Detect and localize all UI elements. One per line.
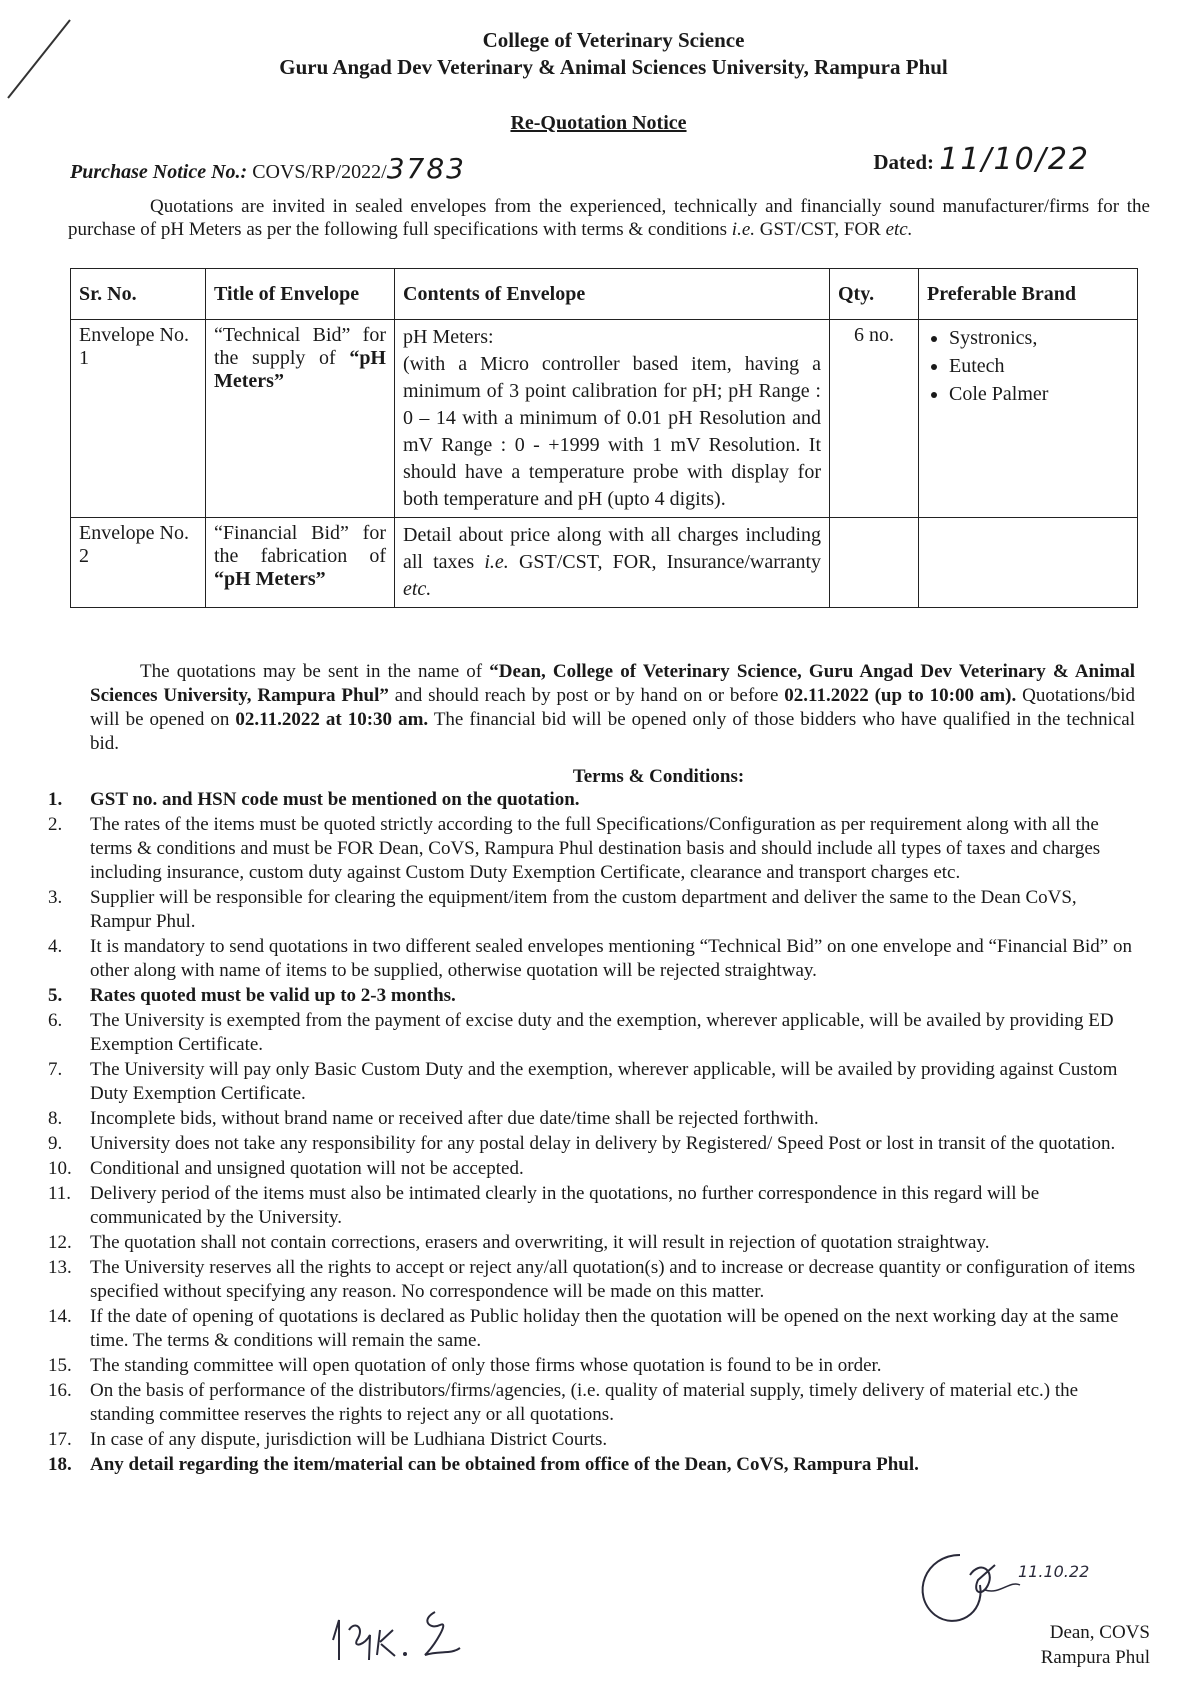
intro-text: Quotations are invited in sealed envelopes from the experienced, technically and financially sound manufacturer/firms for the purchase of pH Meters as per the following full specifications with terms & conditions xyxy=(68,196,1150,240)
notice-title: Re-Quotation Notice xyxy=(510,112,687,134)
terms-item-number: 11. xyxy=(48,1183,72,1204)
terms-item-text: The University is exempted from the payment of excise duty and the exemption, wherever applicable, will be availed by providing ED Exemption Certificate. xyxy=(90,1010,1114,1055)
terms-item xyxy=(48,1009,1138,1057)
terms-list xyxy=(48,788,1138,1478)
envelope-title xyxy=(206,518,395,608)
handwritten-initials xyxy=(325,1600,505,1670)
envelope-number: Envelope No. 1 xyxy=(71,320,206,518)
table-row xyxy=(71,320,1138,518)
terms-item xyxy=(48,1157,1138,1181)
terms-item xyxy=(48,1379,1138,1427)
intro-tail: GST/CST, FOR xyxy=(759,219,881,240)
terms-item-number: 4. xyxy=(48,936,63,957)
terms-item-number: 2. xyxy=(48,814,63,835)
envelope-number: Envelope No. 2 xyxy=(71,518,206,608)
terms-item-text: Supplier will be responsible for clearing the equipment/item from the custom department and deliver the same to the Dean CoVS, Rampur Phul. xyxy=(90,887,1077,932)
terms-item-number: 5. xyxy=(48,985,63,1006)
terms-item xyxy=(48,1231,1138,1255)
intro-etc: etc. xyxy=(885,219,913,240)
purchase-code: COVS/RP/2022/ xyxy=(252,161,387,183)
envelope-title-prefix: “Financial Bid” for the fabrication of xyxy=(214,522,386,567)
envelope-qty xyxy=(830,518,919,608)
terms-item-number: 13. xyxy=(48,1257,72,1278)
terms-heading: Terms & Conditions: xyxy=(572,766,745,787)
terms-item-text: The rates of the items must be quoted strictly according to the full Specifications/Configuration as per requirement along with all the terms & conditions and must be FOR Dean, CoVS, Rampura Phul destination basis and should include all types of taxes and charges including insurance, custom duty against Custom Duty Exemption Certificate, clearance and transport charges etc. xyxy=(90,814,1101,883)
terms-item-text: In case of any dispute, jurisdiction will be Ludhiana District Courts. xyxy=(90,1429,608,1450)
dated-field xyxy=(873,142,1090,177)
terms-item-number: 7. xyxy=(48,1059,63,1080)
signatory-title xyxy=(1041,1620,1150,1670)
envelope-title-prefix: “Technical Bid” for the supply of xyxy=(214,324,386,369)
signature-block xyxy=(900,1535,1150,1685)
contents-tail: GST/CST, FOR, Insurance/warranty xyxy=(518,551,822,573)
submission-text-4: The financial bid will be opened only of those bidders who have qualified in the technical bid. xyxy=(90,709,1135,754)
list-item: • Systronics, xyxy=(949,324,1129,352)
terms-item-text: On the basis of performance of the distributors/firms/agencies, (i.e. quality of material supply, timely delivery of material etc.) the standing committee reserves the rights to reject any or all quotations. xyxy=(90,1380,1079,1425)
submission-paragraph xyxy=(90,660,1135,756)
signatory-line-2: Rampura Phul xyxy=(1040,1647,1150,1668)
envelope-title xyxy=(206,320,395,518)
terms-item-text: Any detail regarding the item/material can be obtained from office of the Dean, CoVS, Rampura Phul. xyxy=(90,1454,919,1475)
terms-item xyxy=(48,1305,1138,1353)
submission-deadline: 02.11.2022 (up to 10:00 am). xyxy=(784,685,1017,706)
submission-text-3: Quotations/bid will be opened on xyxy=(90,685,1136,730)
terms-item xyxy=(48,1256,1138,1304)
terms-item-text: The University will pay only Basic Custom Duty and the exemption, wherever applicable, will be availed by providing against Custom Duty Exemption Certificate. xyxy=(90,1059,1118,1104)
envelope-contents xyxy=(395,320,830,518)
terms-item-number: 3. xyxy=(48,887,63,908)
terms-item-number: 17. xyxy=(48,1429,72,1450)
terms-item-number: 14. xyxy=(48,1306,72,1327)
list-item: • Eutech xyxy=(949,352,1129,380)
terms-item-text: Incomplete bids, without brand name or received after due date/time shall be rejected forthwith. xyxy=(90,1108,819,1129)
envelope-contents xyxy=(395,518,830,608)
list-item: • Cole Palmer xyxy=(949,380,1129,408)
terms-item-text: University does not take any responsibility for any postal delay in delivery by Registered/ Speed Post or lost in transit of the quotation. xyxy=(90,1133,1116,1154)
terms-item xyxy=(48,1132,1138,1156)
header-title: Title of Envelope xyxy=(206,269,395,320)
signature-date: 11.10.22 xyxy=(1018,1562,1090,1581)
contents-ie: i.e. xyxy=(484,551,509,573)
terms-item-number: 8. xyxy=(48,1108,63,1129)
terms-item-text: The University reserves all the rights to accept or reject any/all quotation(s) and to increase or decrease quantity or configuration of items specified without specifying any reason. No correspondence will be made on this matter. xyxy=(90,1257,1136,1302)
envelope-title-item: “pH Meters” xyxy=(214,568,326,590)
university-name: Guru Angad Dev Veterinary & Animal Sciences University, Rampura Phul xyxy=(279,55,948,79)
handwritten-notice-number: 3783 xyxy=(386,152,466,185)
terms-item-number: 15. xyxy=(48,1355,72,1376)
terms-item-text: If the date of opening of quotations is declared as Public holiday then the quotation will be opened on the next working day at the same time. The terms & conditions will remain the same. xyxy=(90,1306,1119,1351)
header-brand: Preferable Brand xyxy=(919,269,1138,320)
contents-etc: etc. xyxy=(403,578,432,600)
terms-item-number: 9. xyxy=(48,1133,63,1154)
table-row xyxy=(71,518,1138,608)
terms-item-text: Conditional and unsigned quotation will not be accepted. xyxy=(90,1158,524,1179)
terms-item xyxy=(48,788,1138,812)
envelope-brands xyxy=(919,320,1138,518)
terms-item-text: The quotation shall not contain corrections, erasers and overwriting, it will result in rejection of quotation straightway. xyxy=(90,1232,990,1253)
submission-addressee: “Dean, College of Veterinary Science, Guru Angad Dev Veterinary & Animal Sciences University, Rampura Phul” xyxy=(90,661,1135,706)
contents-main: Detail about price along with all charges including all taxes xyxy=(403,524,821,573)
purchase-label: Purchase Notice No.: xyxy=(70,161,248,183)
terms-item-text: GST no. and HSN code must be mentioned on the quotation. xyxy=(90,789,580,810)
terms-item-text: It is mandatory to send quotations in two different sealed envelopes mentioning “Technical Bid” on one envelope and “Financial Bid” on other along with name of items to be supplied, otherwise quotation will be rejected straightway. xyxy=(90,936,1132,981)
terms-item xyxy=(48,1428,1138,1452)
terms-item xyxy=(48,1058,1138,1106)
terms-item xyxy=(48,886,1138,934)
purchase-row xyxy=(70,142,1140,188)
terms-item-text: Delivery period of the items must also be intimated clearly in the quotations, no further correspondence in this regard will be communicated by the University. xyxy=(90,1183,1040,1228)
envelope-title-item: “pH Meters” xyxy=(214,347,386,392)
terms-item-number: 18. xyxy=(48,1454,72,1475)
terms-item-number: 16. xyxy=(48,1380,72,1401)
terms-item xyxy=(48,984,1138,1008)
terms-item-number: 1. xyxy=(48,789,63,810)
envelope-brands xyxy=(919,518,1138,608)
terms-item-number: 12. xyxy=(48,1232,72,1253)
submission-text-2: and should reach by post or by hand on or before xyxy=(394,685,779,706)
terms-item xyxy=(48,1354,1138,1378)
terms-item xyxy=(48,1182,1138,1230)
opening-date: 02.11.2022 at 10:30 am. xyxy=(235,709,429,730)
intro-ie: i.e. xyxy=(731,219,756,240)
terms-item xyxy=(48,813,1138,885)
terms-item xyxy=(48,935,1138,983)
terms-item-text: Rates quoted must be valid up to 2-3 months. xyxy=(90,985,456,1006)
signatory-line-1: Dean, COVS xyxy=(1049,1622,1150,1643)
submission-text-1: The quotations may be sent in the name of xyxy=(140,661,483,682)
college-name: College of Veterinary Science xyxy=(482,28,745,52)
terms-item xyxy=(48,1453,1138,1477)
contents-specification: (with a Micro controller based item, having a minimum of 3 point calibration for pH; pH Range : 0 – 14 with a minimum of 0.01 pH Resolution and mV Range : 0 - +1999 with 1 mV Resolution. It should have a temperature probe with display for both temperature and pH (upto 4 digits). xyxy=(403,353,821,510)
purchase-notice-number xyxy=(70,152,466,185)
handwritten-date: 11/10/22 xyxy=(939,142,1090,177)
terms-item-number: 10. xyxy=(48,1158,72,1179)
terms-item-text: The standing committee will open quotation of only those firms whose quotation is found to be in order. xyxy=(90,1355,882,1376)
header-sr-no: Sr. No. xyxy=(71,269,206,320)
header-contents: Contents of Envelope xyxy=(395,269,830,320)
table-header-row xyxy=(71,269,1138,320)
envelope-table xyxy=(70,268,1138,608)
document-header xyxy=(0,28,1197,80)
header-qty: Qty. xyxy=(830,269,919,320)
brand-list xyxy=(927,324,1129,408)
terms-item-number: 6. xyxy=(48,1010,63,1031)
dated-label: Dated: xyxy=(873,150,934,174)
terms-item xyxy=(48,1107,1138,1131)
contents-heading: pH Meters: xyxy=(403,326,494,348)
envelope-qty: 6 no. xyxy=(830,320,919,518)
intro-paragraph xyxy=(68,195,1150,241)
